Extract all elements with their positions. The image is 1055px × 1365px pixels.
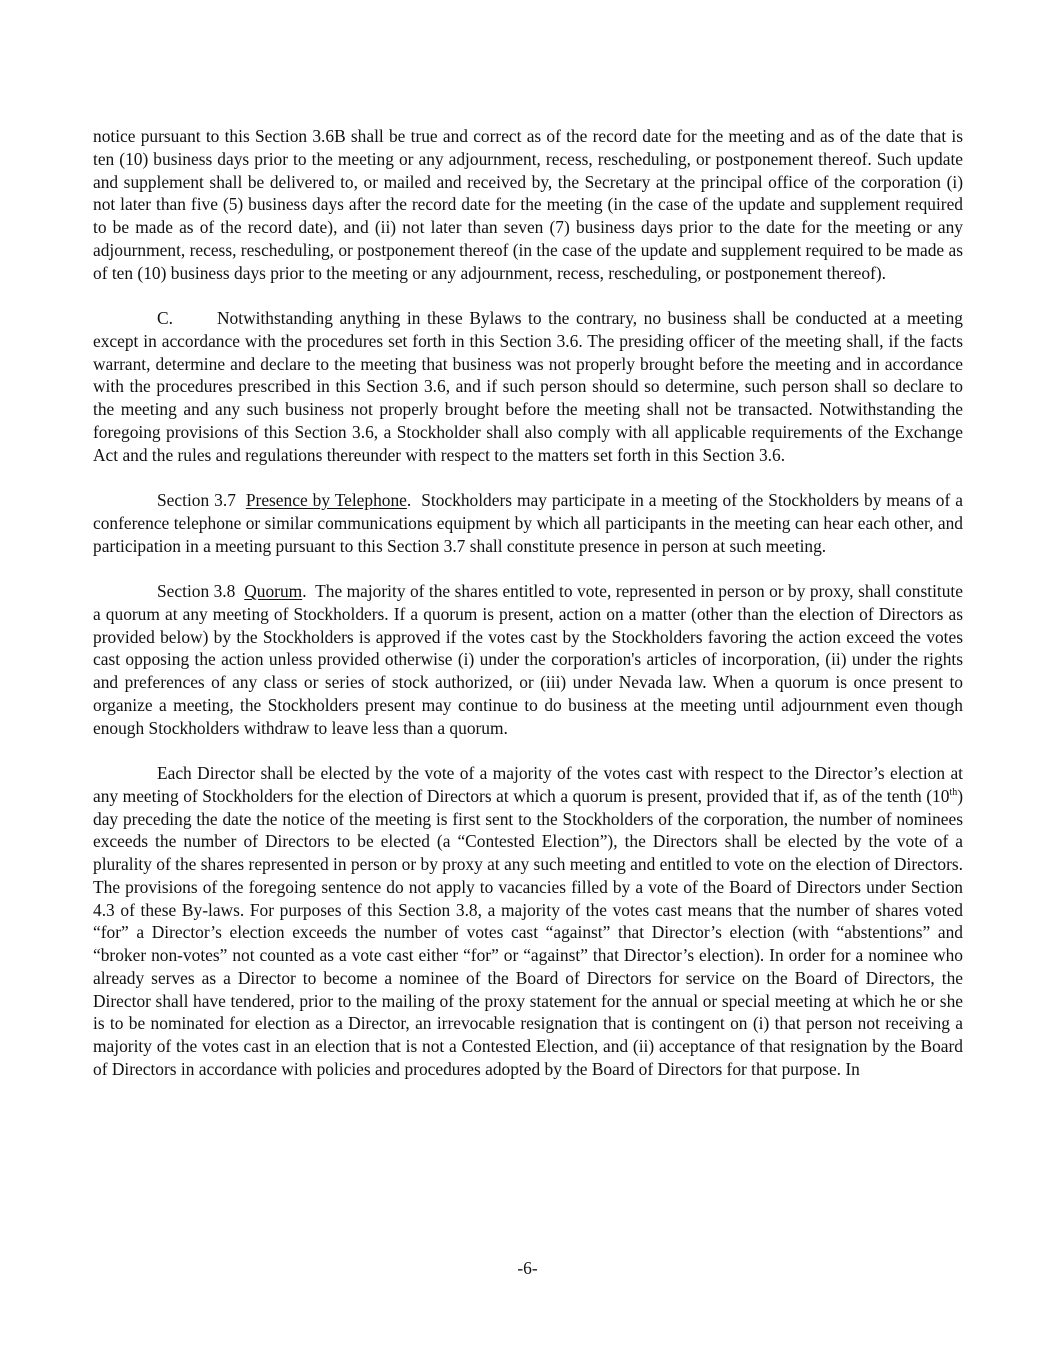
section-3-8-title-punct: . [302,581,307,601]
section-3-8-number: Section 3.8 [157,581,236,601]
ordinal-superscript: th [949,786,958,798]
section-3-8-title: Quorum [244,581,303,601]
director-election-paragraph [93,762,963,1081]
continuation-paragraph: notice pursuant to this Section 3.6B shall be true and correct as of the record date for the meeting and as of the date that is ten (10) business days prior to the meeting or any adjournment, recess, rescheduling, or postponement thereof. Such update and supplement shall be delivered to, or mailed and received by, the Secretary at the principal office of the corporation (i) not later than five (5) business days after the record date for the meeting (in the case of the update and supplement required to be made as of the record date), and (ii) not later than seven (7) business days prior to the date for the meeting or any adjournment, recess, rescheduling, or postponement thereof (in the case of the update and supplement required to be made as of ten (10) business days prior to the meeting or any adjournment, recess, rescheduling, or postponement thereof). [93,126,963,283]
section-3-7-paragraph [93,489,963,557]
section-3-7-title: Presence by Telephone [245,490,407,510]
section-3-8-paragraph [93,580,963,739]
director-election-text-part1: Each Director shall be elected by the vote of a majority of the votes cast with respect to the Director’s election at any meeting of Stockholders for the election of Directors at which a quorum is present, provided that if, as of the tenth (10 [93,763,963,806]
section-3-7-text: Stockholders may participate in a meeting of the Stockholders by means of a conference telephone or similar communications equipment by which all participants in the meeting can hear each other, and participation in a meeting pursuant to this Section 3.7 shall constitute presence in person at such meeting. [93,490,963,556]
section-3-7-number: Section 3.7 [157,490,236,510]
section-c-paragraph [93,307,963,466]
section-3-8-text: The majority of the shares entitled to vote, represented in person or by proxy, shall constitute a quorum at any meeting of Stockholders. If a quorum is present, action on a matter (other than the election of Directors as provided below) by the Stockholders is approved if the votes cast by the Stockholders favoring the action exceed the votes cast opposing the action unless provided otherwise (i) under the corporation's articles of incorporation, (ii) under the rights and preferences of any class or series of stock authorized, or (iii) under Nevada law. When a quorum is once present to organize a meeting, the Stockholders present may continue to do business at the meeting until adjournment even though enough Stockholders withdraw to leave less than a quorum. [93,581,963,738]
section-3-7-title-punct: . [406,490,412,510]
section-c-text: Notwithstanding anything in these Bylaws to the contrary, no business shall be conducted at a meeting except in accordance with the procedures set forth in this Section 3.6. The presiding officer of the meeting shall, if the facts warrant, determine and declare to the meeting that business was not properly brought before the meeting and in accordance with the procedures prescribed in this Section 3.6, and if such person should so determine, such person shall so declare to the meeting and any such business not properly brought before the meeting shall not be transacted. Notwithstanding the foregoing provisions of this Section 3.6, a Stockholder shall also comply with all applicable requirements of the Exchange Act and the rules and regulations thereunder with respect to the matters set forth in this Section 3.6. [93,308,963,465]
director-election-text-part2: ) day preceding the date the notice of the meeting is first sent to the Stockholders of the corporation, the number of nominees exceeds the number of Directors to be elected (a “Contested Election”), the Directors shall be elected by the vote of a plurality of the shares represented in person or by proxy at any such meeting and entitled to vote on the election of Directors. The provisions of the foregoing sentence do not apply to vacancies filled by a vote of the Board of Directors under Section 4.3 of these By-laws. For purposes of this Section 3.8, a majority of the votes cast means that the number of shares voted “for” a Director’s election exceeds the number of votes cast “against” that Director’s election (with “abstentions” and “broker non-votes” not counted as a vote cast either “for” or “against” that Director’s election). In order for a nominee who already serves as a Director to become a nominee of the Board of Directors for service on the Board of Directors, the Director shall have tendered, prior to the mailing of the proxy statement for the annual or special meeting at which he or she is to be nominated for election as a Director, an irrevocable resignation that is contingent on (i) that person not receiving a majority of the votes cast in an election that is not a Contested Election, and (ii) acceptance of that resignation by the Board of Directors in accordance with policies and procedures adopted by the Board of Directors for that purpose. In [93,785,963,1079]
section-c-label: C. [157,308,173,328]
document-page [93,125,963,1103]
page-number: -6- [517,1258,538,1278]
